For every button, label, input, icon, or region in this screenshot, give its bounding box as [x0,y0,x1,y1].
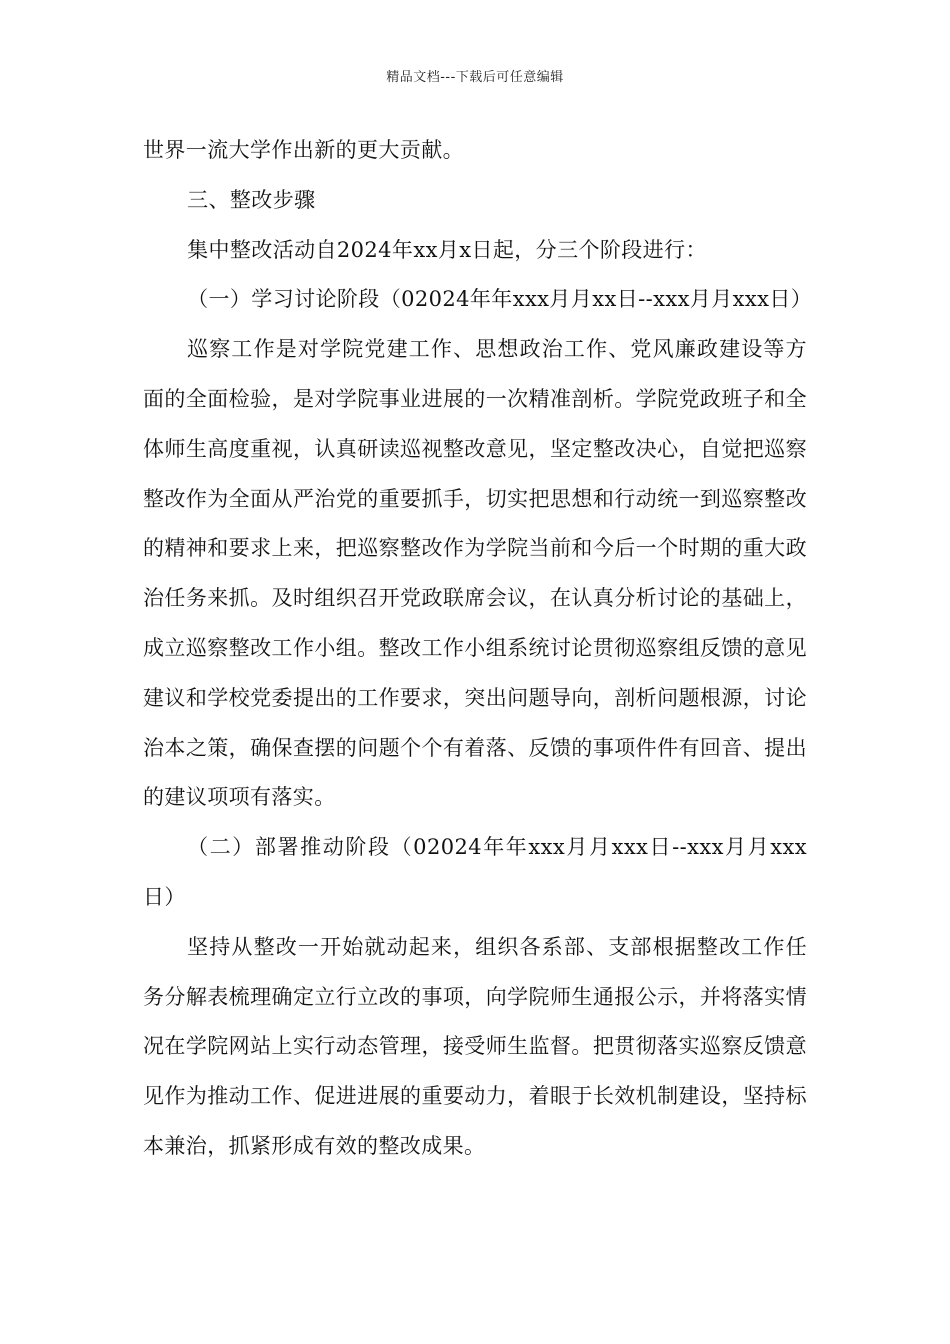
paragraph-continuation: 世界一流大学作出新的更大贡献。 [143,138,464,162]
section-heading-steps: 三、整改步骤 [187,187,316,212]
paragraph-stage-two: 坚持从整改一开始就动起来，组织各系部、支部根据整改工作任务分解表梳理确定立行立改的事项，向学院师生通报公示，并将落实情况在学院网站上实行动态管理，接受师生监督。把贯彻落实巡察反馈意见作为推动工作、促进进展的重要动力，着眼于长效机制建设，坚持标本兼治，抓紧形成有效的整改成果。 [143,934,807,1158]
subheading-stage-two: （二）部署推动阶段（02024年年xxx月月xxx日--xxx月月xxx日） [143,835,807,909]
subheading-stage-one: （一）学习讨论阶段（02024年年xxx月月xx日--xxx月月xxx日） [187,287,813,312]
document-body [143,126,813,1172]
page-header: 精品文档---下载后可任意编辑 [386,70,564,85]
paragraph-stage-one: 巡察工作是对学院党建工作、思想政治工作、党风廉政建设等方面的全面检验，是对学院事业进展的一次精准剖析。学院党政班子和全体师生高度重视，认真研读巡视整改意见，坚定整改决心，自觉把巡察整改作为全面从严治党的重要抓手，切实把思想和行动统一到巡察整改的精神和要求上来，把巡察整改作为学院当前和今后一个时期的重大政治任务来抓。及时组织召开党政联席会议，在认真分析讨论的基础上，成立巡察整改工作小组。整改工作小组系统讨论贯彻巡察组反馈的意见建议和学校党委提出的工作要求，突出问题导向，剖析问题根源，讨论治本之策，确保查摆的问题个个有着落、反馈的事项件件有回音、提出的建议项项有落实。 [143,337,807,810]
paragraph-intro: 集中整改活动自2024年xx月x日起，分三个阶段进行： [187,237,707,262]
